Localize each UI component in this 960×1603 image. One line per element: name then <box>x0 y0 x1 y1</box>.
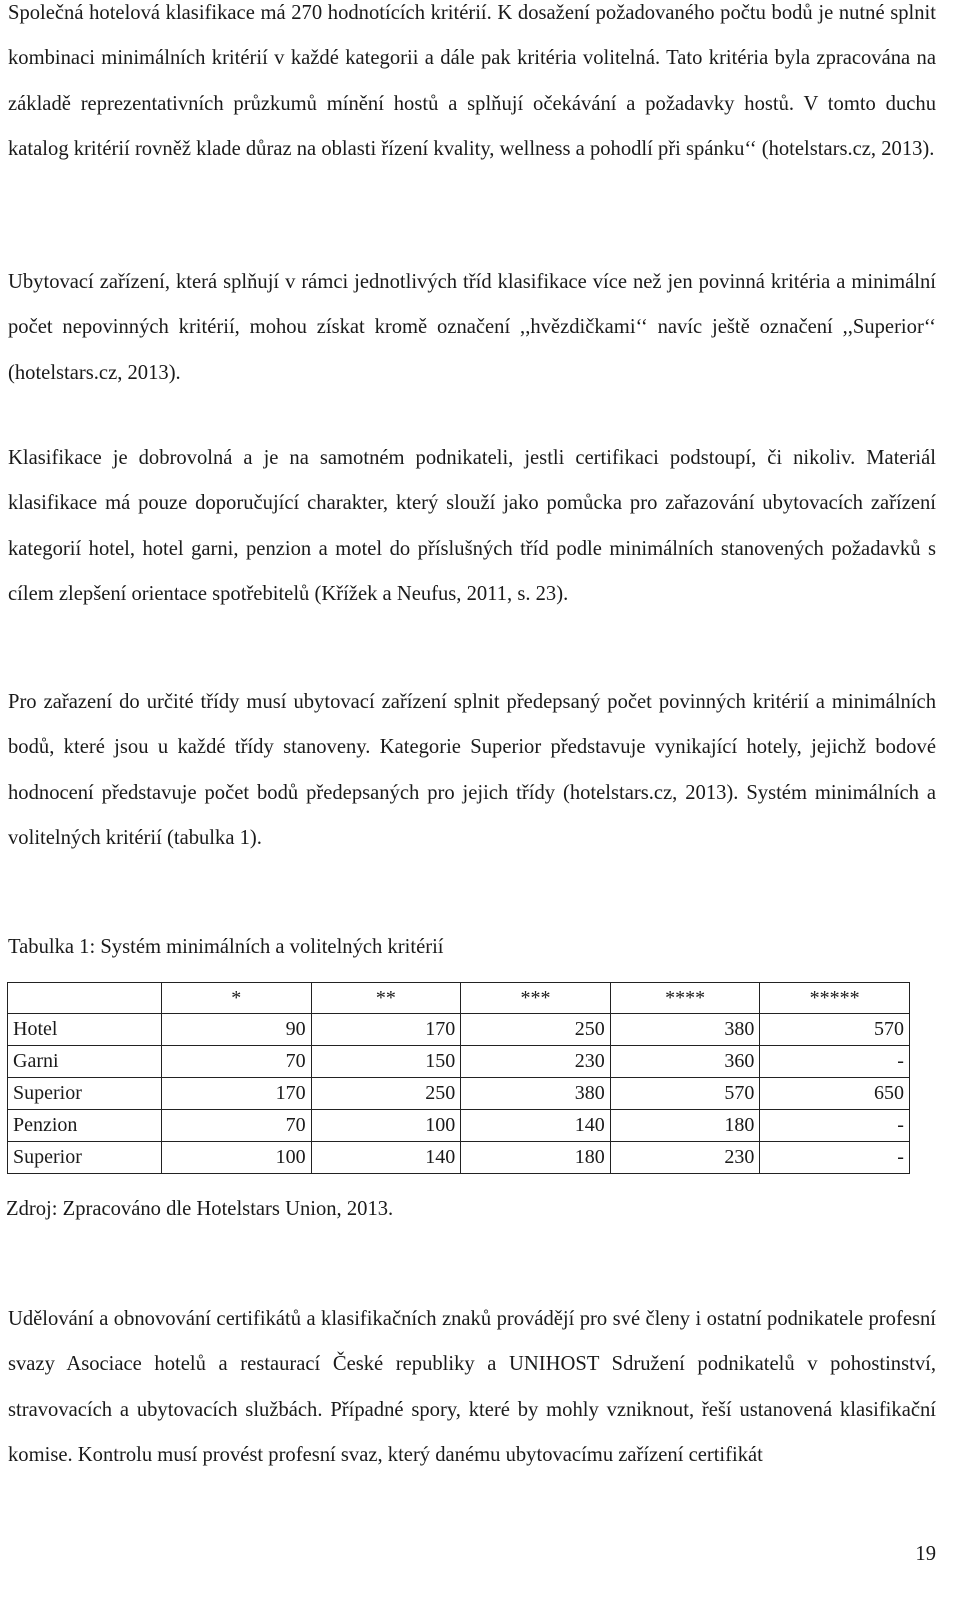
table-row <box>8 1046 910 1078</box>
table-cell: 230 <box>610 1142 760 1174</box>
table-cell: 360 <box>610 1046 760 1078</box>
table-cell: 140 <box>461 1110 611 1142</box>
paragraph-voluntary-classification: Klasifikace je dobrovolná a je na samotném podnikateli, jestli certifikaci podstoupí, či nikoliv. Materiál klasifikace má pouze doporučující charakter, který slouží jako pomůcka pro zařazování ubytovacích zařízení kategorií hotel, hotel garni, penzion a motel do příslušných tříd podle minimálních stanovených požadavků s cílem zlepšení orientace spotřebitelů (Křížek a Neufus, 2011, s. 23). <box>8 447 936 605</box>
table-cell: - <box>760 1110 910 1142</box>
table-header-cell: ***** <box>760 983 910 1014</box>
table-cell: 250 <box>461 1014 611 1046</box>
table-row <box>8 1110 910 1142</box>
table-cell: - <box>760 1142 910 1174</box>
table-header-row <box>8 983 910 1014</box>
table-cell: 250 <box>311 1078 461 1110</box>
table-cell: 140 <box>311 1142 461 1174</box>
table-cell: 70 <box>162 1046 312 1078</box>
criteria-table <box>7 982 910 1174</box>
table-cell: 380 <box>610 1014 760 1046</box>
table-cell: 150 <box>311 1046 461 1078</box>
table-cell: 70 <box>162 1110 312 1142</box>
table-cell: 230 <box>461 1046 611 1078</box>
table-cell: 380 <box>461 1078 611 1110</box>
table-cell: 170 <box>162 1078 312 1110</box>
table-cell: 650 <box>760 1078 910 1110</box>
table-cell-category: Superior <box>8 1078 162 1110</box>
paragraph-superior-designation: Ubytovací zařízení, která splňují v rámci jednotlivých tříd klasifikace více než jen povinná kritéria a minimální počet nepovinných kritérií, mohou získat kromě označení ,,hvězdičkami‘‘ navíc ještě označení ,,Superior‘‘ (hotelstars.cz, 2013). <box>8 271 936 384</box>
table-cell: 570 <box>610 1078 760 1110</box>
table-row <box>8 1078 910 1110</box>
table-header-cell: ** <box>311 983 461 1014</box>
table-cell-category: Hotel <box>8 1014 162 1046</box>
table-cell: - <box>760 1046 910 1078</box>
page-number: 19 <box>915 1543 936 1565</box>
table-row <box>8 1014 910 1046</box>
table-cell: 90 <box>162 1014 312 1046</box>
table-header-cell: *** <box>461 983 611 1014</box>
table-header-cell: **** <box>610 983 760 1014</box>
table-cell: 100 <box>311 1110 461 1142</box>
paragraph-certification: Udělování a obnovování certifikátů a klasifikačních znaků provádějí pro své členy i ostatní podnikatele profesní svazy Asociace hotelů a restaurací České republiky a UNIHOST Sdružení podnikatelů v pohostinství, stravovacích a ubytovacích službách. Případné spory, které by mohly vzniknout, řeší ustanovená klasifikační komise. Kontrolu musí provést profesní svaz, který danému ubytovacímu zařízení certifikát <box>8 1308 936 1466</box>
table-header-cell <box>8 983 162 1014</box>
table-cell-category: Penzion <box>8 1110 162 1142</box>
table-cell: 180 <box>461 1142 611 1174</box>
paragraph-class-assignment: Pro zařazení do určité třídy musí ubytovací zařízení splnit předepsaný počet povinných kritérií a minimálních bodů, které jsou u každé třídy stanoveny. Kategorie Superior představuje vynikající hotely, jejichž bodové hodnocení představuje počet bodů předepsaných pro jejich třídy (hotelstars.cz, 2013). Systém minimálních a volitelných kritérií (tabulka 1). <box>8 691 936 849</box>
table-cell-category: Superior <box>8 1142 162 1174</box>
table-cell: 100 <box>162 1142 312 1174</box>
table-cell: 180 <box>610 1110 760 1142</box>
table-caption: Tabulka 1: Systém minimálních a volitelných kritérií <box>8 936 444 958</box>
table-cell: 570 <box>760 1014 910 1046</box>
table-header-cell: * <box>162 983 312 1014</box>
table-source: Zdroj: Zpracováno dle Hotelstars Union, 2013. <box>6 1198 394 1220</box>
table-row <box>8 1142 910 1174</box>
table-cell-category: Garni <box>8 1046 162 1078</box>
table-cell: 170 <box>311 1014 461 1046</box>
paragraph-hotel-classification-criteria: Společná hotelová klasifikace má 270 hodnotících kritérií. K dosažení požadovaného počtu bodů je nutné splnit kombinaci minimálních kritérií v každé kategorii a dále pak kritéria volitelná. Tato kritéria byla zpracována na základě reprezentativních průzkumů mínění hostů a splňují očekávání a požadavky hostů. V tomto duchu katalog kritérií rovněž klade důraz na oblasti řízení kvality, wellness a pohodlí při spánku‘‘ (hotelstars.cz, 2013). <box>8 2 936 160</box>
